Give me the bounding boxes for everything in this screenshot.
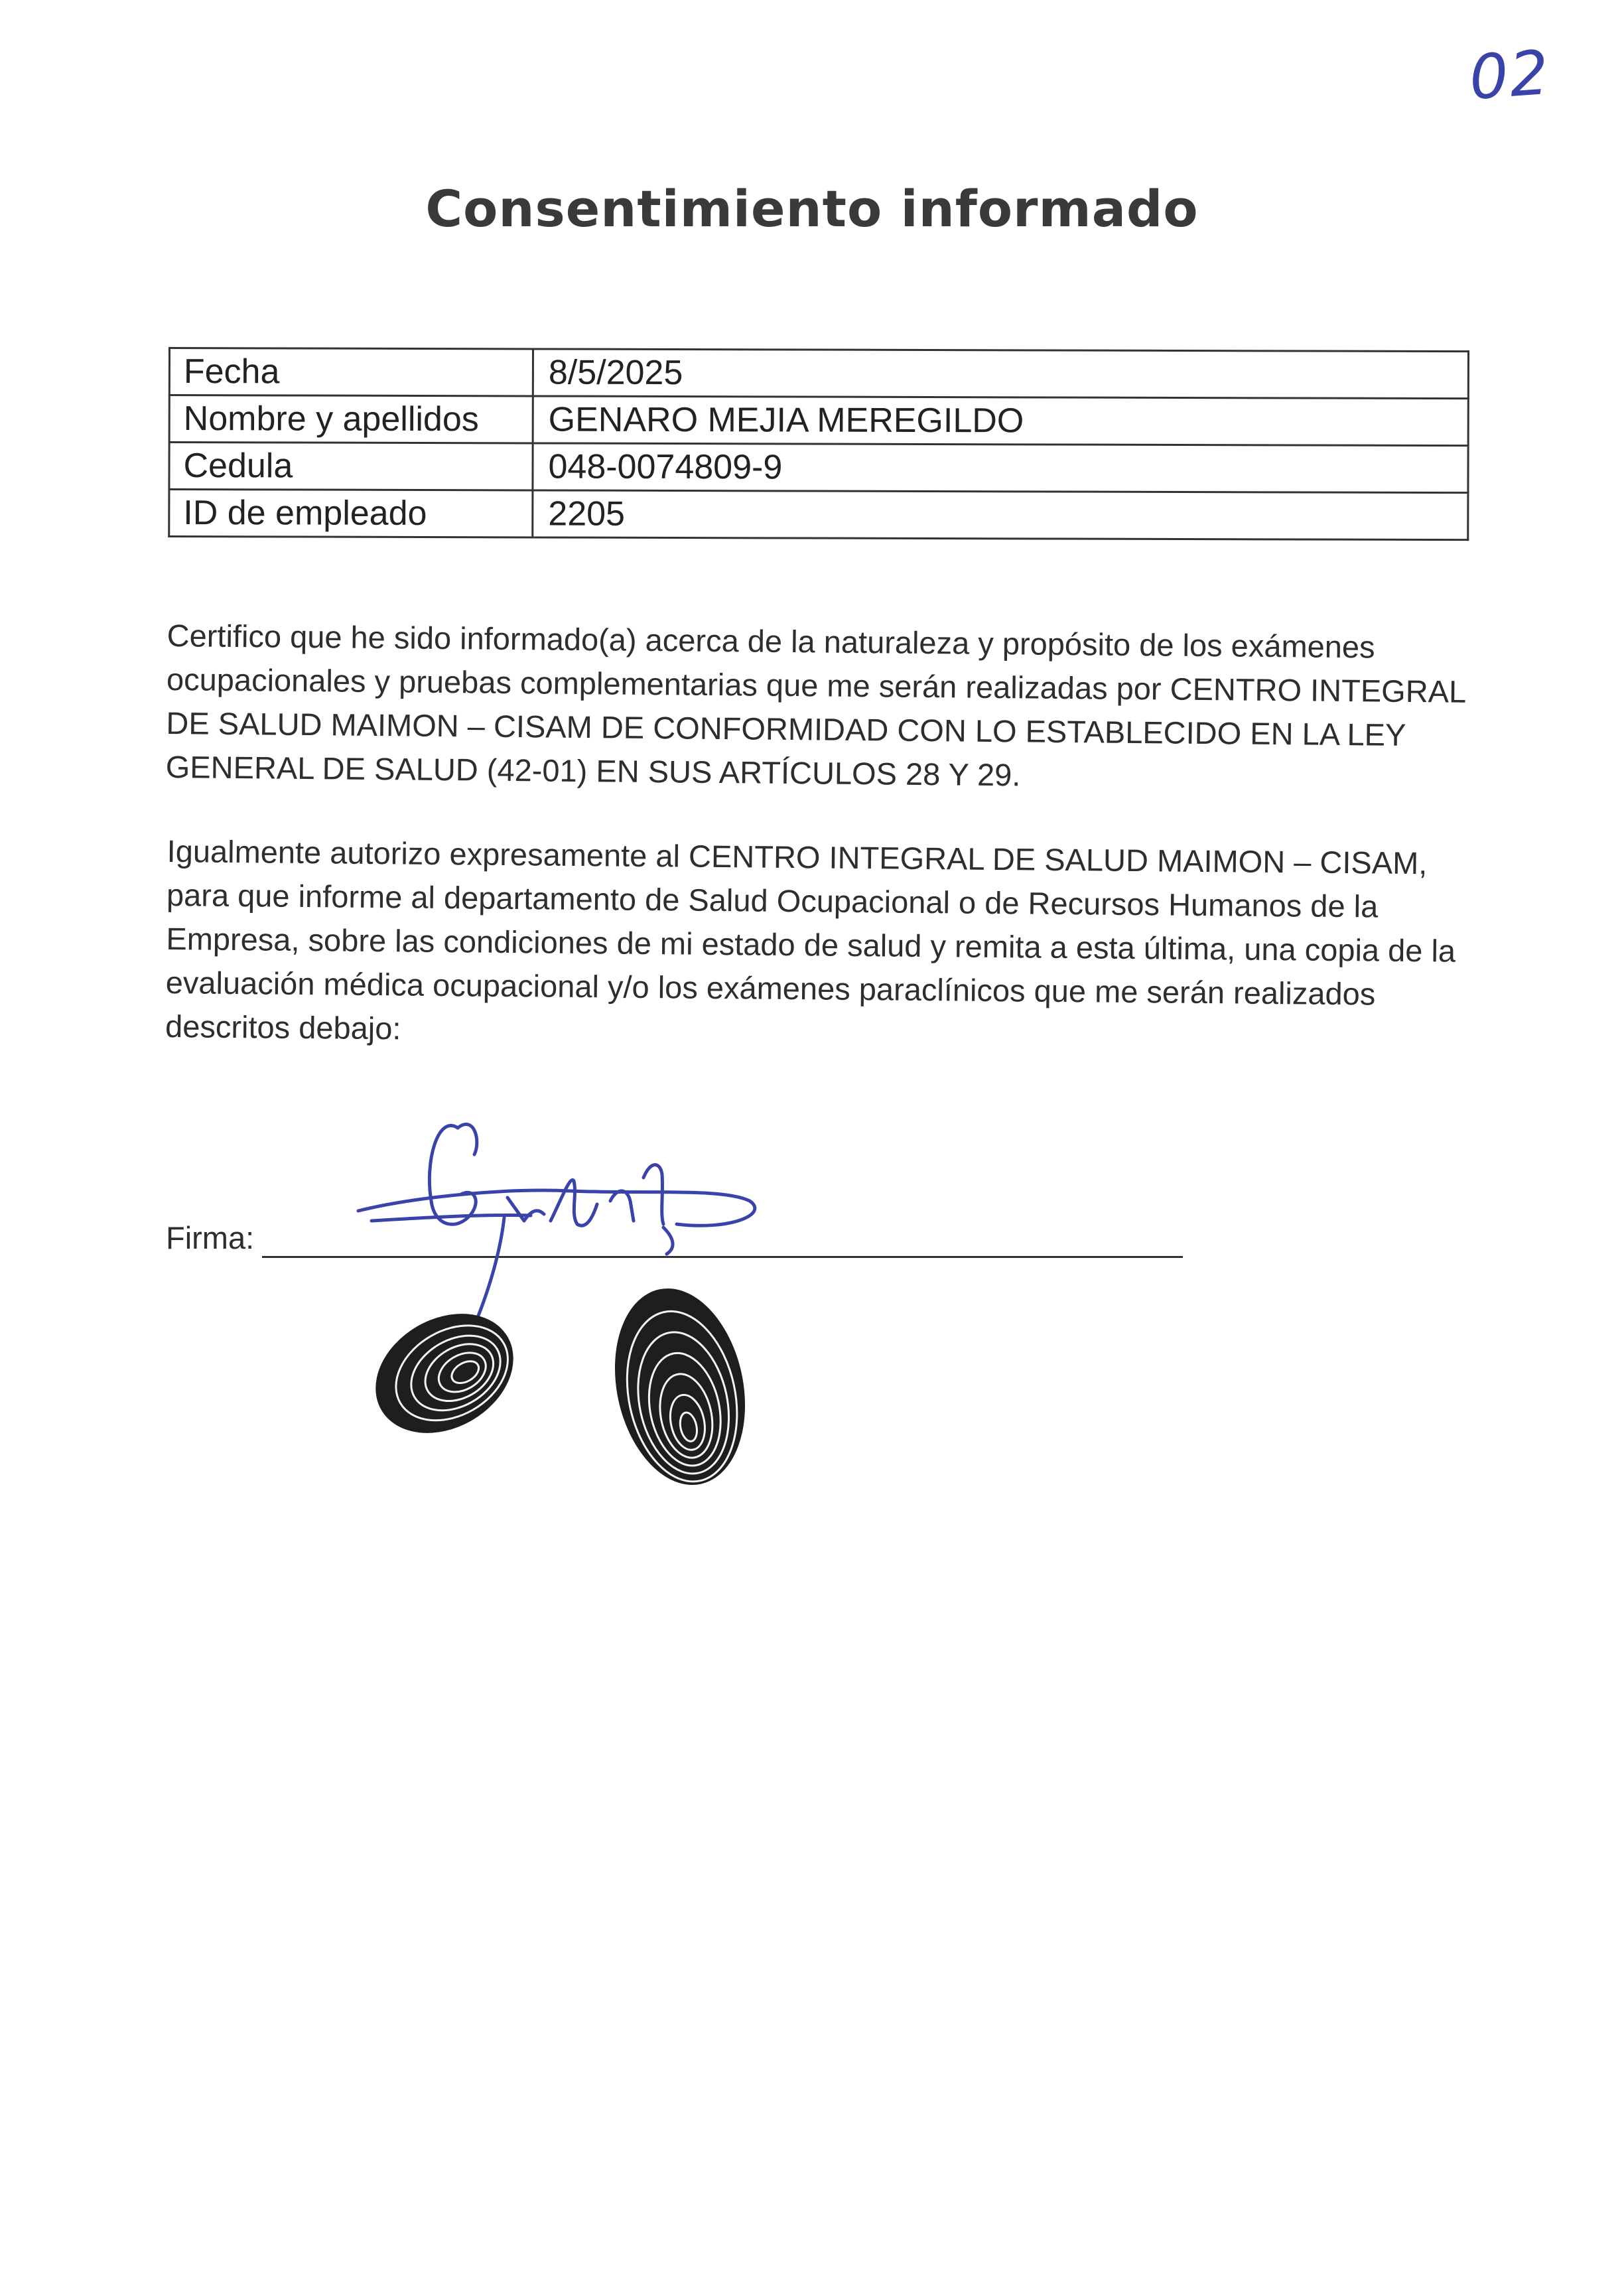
consent-paragraph-1: Certifico que he sido informado(a) acerca de la naturaleza y propósito de los exámenes ocupacionales y pruebas complementarias que me serán realizadas por CENTRO INTEGRAL DE SALUD MAIMON – CISAM DE CONFORMIDAD CON LO ESTABLECIDO EN LA LEY GENERAL DE SALUD (42-01) EN SUS ARTÍCULOS 28 Y 29. xyxy=(165,617,1465,793)
consent-paragraph-2: Igualmente autorizo expresamente al CENTRO INTEGRAL DE SALUD MAIMON – CISAM, para que informe al departamento de Salud Ocupacional o de Recursos Humanos de la Empresa, sobre las condiciones de mi estado de salud y remita a esta última, una copia de la evaluación médica ocupacional y/o los exámenes paraclínicos que me serán realizados descritos debajo: xyxy=(165,833,1456,1046)
field-value-id-empleado: 2205 xyxy=(533,490,1468,540)
table-row xyxy=(169,443,1468,493)
table-row xyxy=(169,490,1468,540)
field-label-id-empleado: ID de empleado xyxy=(169,490,533,537)
table-row xyxy=(169,348,1468,399)
page-title: Consentimiento informado xyxy=(425,179,1199,238)
table-row xyxy=(169,395,1468,446)
fingerprint-right-icon xyxy=(604,1277,756,1496)
field-label-nombre: Nombre y apellidos xyxy=(169,395,533,443)
info-table xyxy=(168,347,1469,541)
field-label-fecha: Fecha xyxy=(169,348,533,396)
field-value-fecha: 8/5/2025 xyxy=(533,349,1468,399)
fingerprint-left-icon xyxy=(358,1297,531,1450)
field-label-cedula: Cedula xyxy=(169,443,533,490)
signature-label: Firma: xyxy=(166,1220,255,1255)
field-value-cedula: 048-0074809-9 xyxy=(533,443,1468,493)
field-value-nombre: GENARO MEJIA MEREGILDO xyxy=(533,396,1468,446)
page-number: 02 xyxy=(1467,36,1552,114)
